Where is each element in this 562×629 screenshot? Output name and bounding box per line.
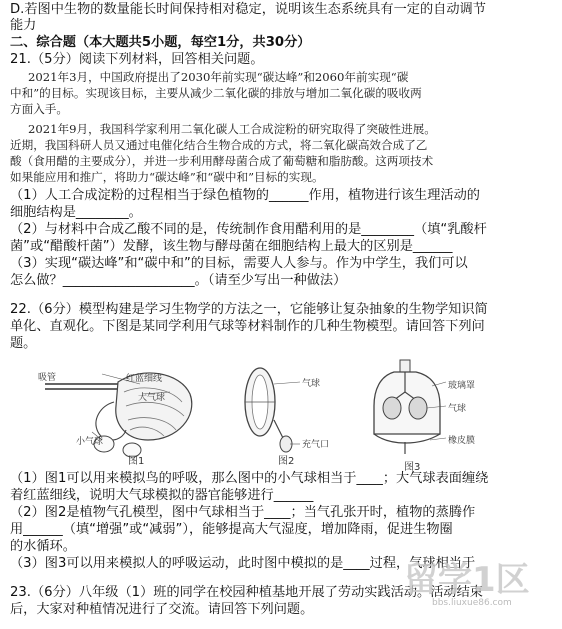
q22-part2-line1: （2）图2是植物气孔模型，图中气球相当于____；当气孔张开时，植物的蒸腾作	[10, 505, 476, 520]
material-line-3: 方面入手。	[10, 102, 68, 116]
material-line-7: 如果能应用和推广，将助力“碳达峰”和“碳中和”目标的实现。	[10, 170, 324, 184]
q21-part3-line2: 怎么做？____________________。（请至少写出一种做法）	[10, 273, 347, 288]
material-line-2: 中和”的目标。实现该目标，主要从减少二氧化碳的排放与增加二氧化碳的吸收两	[10, 86, 422, 100]
material-line-5: 近期，我国科研人员又通过电催化结合生物合成的方式，将二氧化碳高效合成了乙	[10, 138, 428, 152]
q21-part3-line1: （3）实现“碳达峰”和“碳中和”的目标，需要人人参与。作为中学生，我们可以	[10, 256, 468, 271]
option-d-line1: D.若图中生物的数量能长时间保持相对稳定，说明该生态系统具有一定的自动调节	[10, 2, 486, 17]
option-d-line2: 能力	[10, 18, 37, 33]
q22-part2-line2: 用______（填“增强”或“减弱”），能够提高大气湿度，增加降雨，促进生物圈	[10, 522, 453, 537]
q21-part1-line1: （1）人工合成淀粉的过程相当于绿色植物的______作用，植物进行该生理活动的	[10, 188, 480, 203]
fig2-label-inlet: 充气口	[302, 440, 330, 450]
section-heading: 二、综合题（本大题共5小题，每空1分，共30分）	[10, 35, 311, 50]
question-23-line1: 23.（6分）八年级（1）班的同学在校园种植基地开展了劳动实践活动。活动结束	[10, 585, 483, 600]
material-line-1: 2021年3月，中国政府提出了2030年前实现“碳达峰”和2060年前实现“碳	[28, 70, 409, 84]
q22-part1-line1: （1）图1可以用来模拟鸟的呼吸，那么图中的小气球相当于____；大气球表面缠绕	[10, 471, 489, 486]
question-21-title: 21.（5分）阅读下列材料，回答相关问题。	[10, 52, 264, 67]
fig3-label-glass-cover: 玻璃罩	[448, 381, 476, 391]
material-line-4: 2021年9月，我国科学家利用二氧化碳人工合成淀粉的研究取得了突破性进展。	[28, 122, 436, 136]
watermark-logo: 留学1区	[404, 560, 530, 600]
q21-part1-line2: 细胞结构是________。	[10, 205, 142, 220]
material-line-6: 酸（食用醋的主要成分），并进一步利用酵母菌合成了葡萄糖和脂肪酸。这两项技术	[10, 154, 434, 168]
question-22-line1: 22.（6分）模型构建是学习生物学的方法之一，它能够让复杂抽象的生物学知识简	[10, 302, 488, 317]
fig3-label-rubber-membrane: 橡皮膜	[448, 436, 476, 446]
human-breathing-model-drawing	[370, 356, 450, 458]
q21-part2-line2: 菌”或“醋酸杆菌”）发酵，该生物与酵母菌在细胞结构上最大的区别是______	[10, 239, 453, 254]
q22-part1-line2: 着红蓝细线，说明大气球模拟的器官能够进行______	[10, 488, 314, 503]
q22-part3-line1: （3）图3可以用来模拟人的呼吸运动，此时图中模拟的是____过程，气球相当于	[10, 556, 476, 571]
watermark-url: bbs.liuxue86.com	[432, 598, 512, 608]
fig2-caption: 图2	[278, 456, 295, 467]
question-23-line2: 后，大家对种植情况进行了交流。请回答下列问题。	[10, 602, 314, 617]
fig1-label-tube: 吸管	[38, 373, 57, 383]
fig1-label-big-balloon: 大气球	[138, 393, 166, 403]
question-22-line3: 题。	[10, 336, 37, 351]
fig1-caption: 图1	[128, 456, 145, 467]
q21-part2-line1: （2）与材料中合成乙酸不同的是，传统制作食用醋利用的是________（填“乳酸杆	[10, 222, 487, 237]
fig1-label-small-balloon: 小气球	[76, 437, 104, 447]
fig1-label-thread: 红蓝细线	[126, 374, 163, 384]
fig3-label-balloon: 气球	[448, 404, 467, 414]
fig2-label-balloon: 气球	[302, 379, 321, 389]
q22-part2-line3: 的水循环。	[10, 539, 76, 554]
fig3-caption: 图3	[404, 462, 421, 473]
question-22-line2: 单化、直观化。下图是某同学利用气球等材料制作的几种生物模型。请回答下列问	[10, 319, 485, 334]
